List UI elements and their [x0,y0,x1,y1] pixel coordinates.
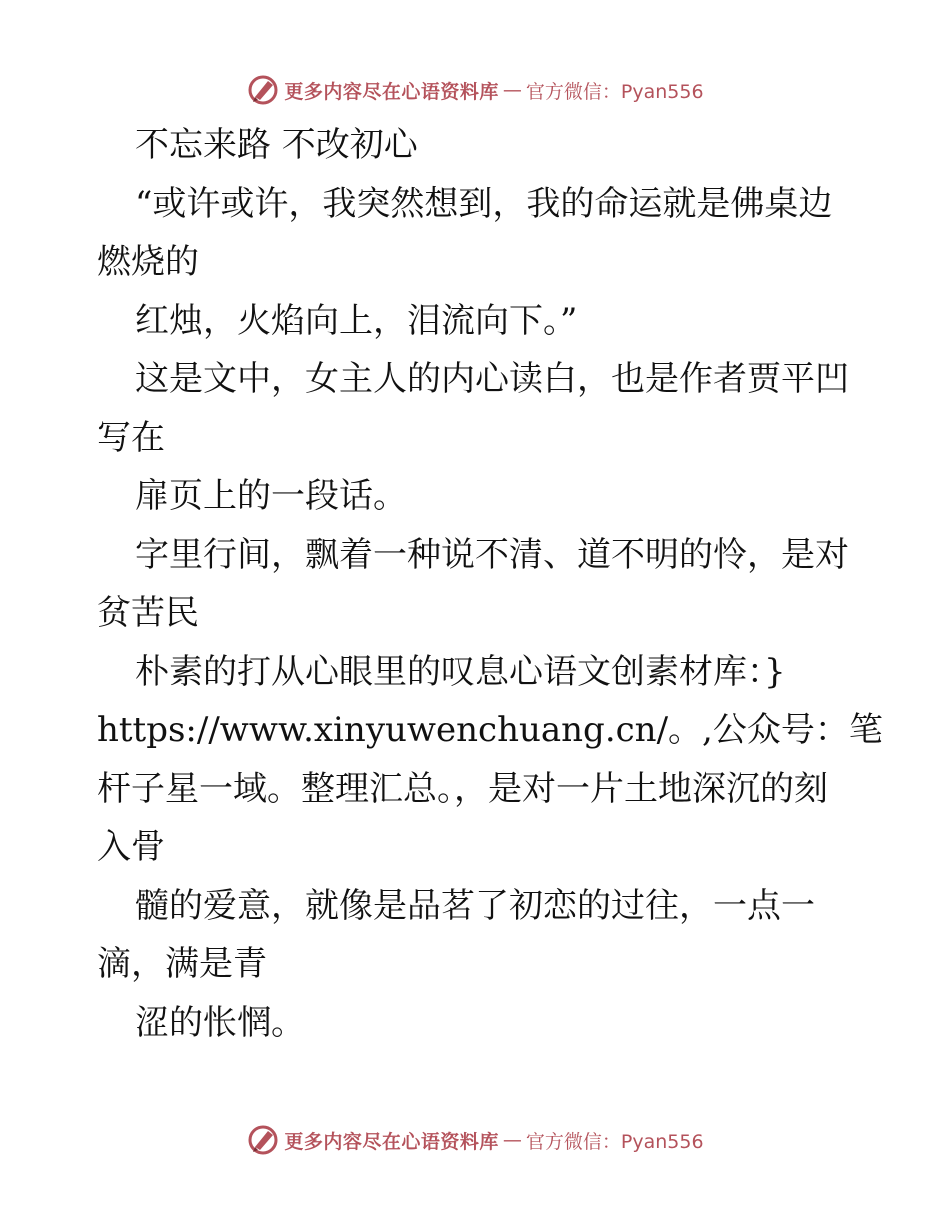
footer-banner-separator: — [502,1129,522,1151]
body-line: 扉页上的一段话。 [135,476,407,516]
body-line: 涩的怅惘。 [135,1002,305,1043]
body-line: 字里行间，飘着一种说不清、道不明的怜，是对 [135,534,849,575]
body-line: “或许或许，我突然想到，我的命运就是佛桌边 [135,183,833,224]
page-header [0,70,950,110]
body-line: 不忘来路 不改初心 [135,125,418,165]
footer-banner-main: 更多内容尽在心语资料库 [284,1130,499,1153]
body-line: 写在 [97,417,165,458]
article-body [97,116,883,1052]
body-line: 滴，满是青 [97,944,267,984]
body-line: 这是文中，女主人的内心读白，也是作者贾平凹 [135,359,849,399]
header-banner [246,73,703,107]
body-line: 燃烧的 [97,242,199,282]
body-line: https://www.xinyuwenchuang.cn/。,公众号：笔 [97,710,883,750]
header-banner-separator: — [502,79,522,101]
body-line: 杆子星一域。整理汇总。，是对一片土地深沉的刻 [97,768,828,809]
header-banner-wechat: 官方微信：Pyan556 [525,80,704,103]
body-line: 红烛，火焰向上，泪流向下。” [135,300,578,341]
body-line: 入骨 [97,827,165,867]
footer-banner-wechat: 官方微信：Pyan556 [525,1130,704,1153]
body-line: 朴素的打从心眼里的叹息心语文创素材库：} [135,651,786,692]
body-line: 髓的爱意，就像是品茗了初恋的过往，一点一 [135,885,815,926]
pen-logo-icon [246,73,280,107]
footer-banner [246,1123,703,1157]
body-line: 贫苦民 [97,593,199,633]
page-footer [0,1120,950,1160]
pen-logo-icon [246,1123,280,1157]
header-banner-main: 更多内容尽在心语资料库 [284,80,499,103]
